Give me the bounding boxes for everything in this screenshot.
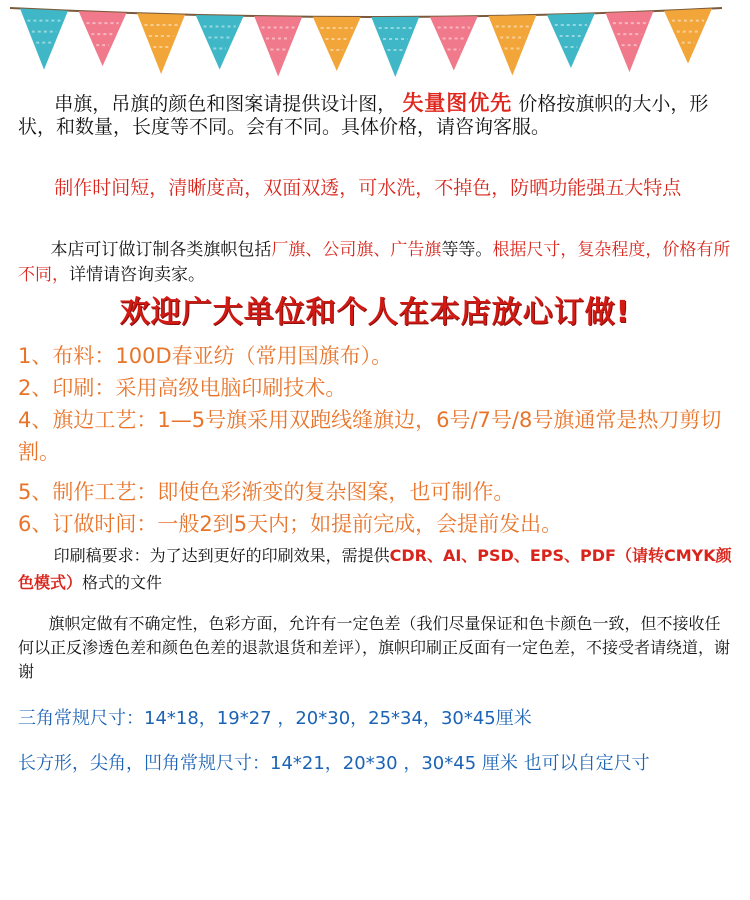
custom-text-3: 详情请咨询卖家。 xyxy=(69,265,205,285)
intro-text-1: 串旗，吊旗的颜色和图案请提供设计图， xyxy=(54,93,397,115)
bunting-decoration xyxy=(0,0,750,100)
pennant-flag xyxy=(196,15,244,70)
pennant-flag xyxy=(488,15,536,76)
pennant-flag xyxy=(664,8,712,63)
spec-item-time: 6、订做时间：一般2到5天内；如提前完成，会提前发出。 xyxy=(18,512,563,536)
rectangle-sizes: 长方形，尖角，凹角常规尺寸：14*21，20*30 ，30*45 厘米 也可以自定尺寸 xyxy=(18,753,650,774)
features-paragraph xyxy=(18,176,734,200)
spec-item-craft: 5、制作工艺：即使色彩渐变的复杂图案，也可制作。 xyxy=(18,480,515,504)
flag-types-text: 厂旗、公司旗、广告旗 xyxy=(271,240,442,260)
intro-paragraph xyxy=(18,92,734,139)
intro-text-2: 价格按旗帜的大小，形状，和数量，长度等不同。会有不同。具体价格，请咨询客服。 xyxy=(18,93,709,138)
pricing-note-text: 根据尺寸，复杂程度，价格有所不同， xyxy=(18,240,731,285)
features-text: 制作时间短，清晰度高，双面双透，可水洗，不掉色，防晒功能强五大特点 xyxy=(54,177,682,199)
pennant-flag xyxy=(254,16,302,76)
triangle-sizes: 三角常规尺寸：14*18，19*27 ，20*30，25*34，30*45厘米 xyxy=(18,708,532,729)
pennant-flag xyxy=(547,13,595,68)
pennant-flag xyxy=(79,11,127,66)
color-disclaimer xyxy=(18,612,734,684)
pennant-flag xyxy=(430,16,478,70)
print-requirements xyxy=(18,542,734,596)
spec-item-edge: 4、旗边工艺：1—5号旗采用双跑线缝旗边，6号/7号/8号旗通常是热刀剪切割。 xyxy=(18,408,722,464)
pennant-flag xyxy=(605,11,653,72)
spec-item-fabric: 1、布料：100D春亚纺（常用国旗布）。 xyxy=(18,344,393,368)
custom-order-paragraph xyxy=(18,238,734,288)
color-disclaimer-text: 旗帜定做有不确定性，色彩方面，允许有一定色差（我们尽量保证和色卡颜色一致，但不接收任何以正反渗透色差和颜色色差的退款退货和差评），旗帜印刷正反面有一定色差，不接受者请绕道，谢谢 xyxy=(18,614,731,681)
file-formats-text: CDR、AI、PSD、EPS、PDF（请转CMYK颜色模式） xyxy=(18,546,732,592)
pennant-flag xyxy=(20,8,68,69)
print-text-2: 格式的文件 xyxy=(82,573,163,592)
print-text-1: 印刷稿要求：为了达到更好的印刷效果，需提供 xyxy=(53,546,390,565)
spec-item-printing: 2、印刷：采用高级电脑印刷技术。 xyxy=(18,376,347,400)
pennant-flag xyxy=(137,13,185,74)
pennant-flag xyxy=(313,17,361,71)
welcome-banner: 欢迎广大单位和个人在本店放心订做! xyxy=(119,295,631,330)
pennant-flag xyxy=(371,17,419,77)
custom-text-1: 本店可订做订制各类旗帜包括 xyxy=(50,240,272,260)
custom-text-2: 等等。 xyxy=(441,240,493,260)
vector-priority-highlight: 失量图优先 xyxy=(402,91,513,115)
